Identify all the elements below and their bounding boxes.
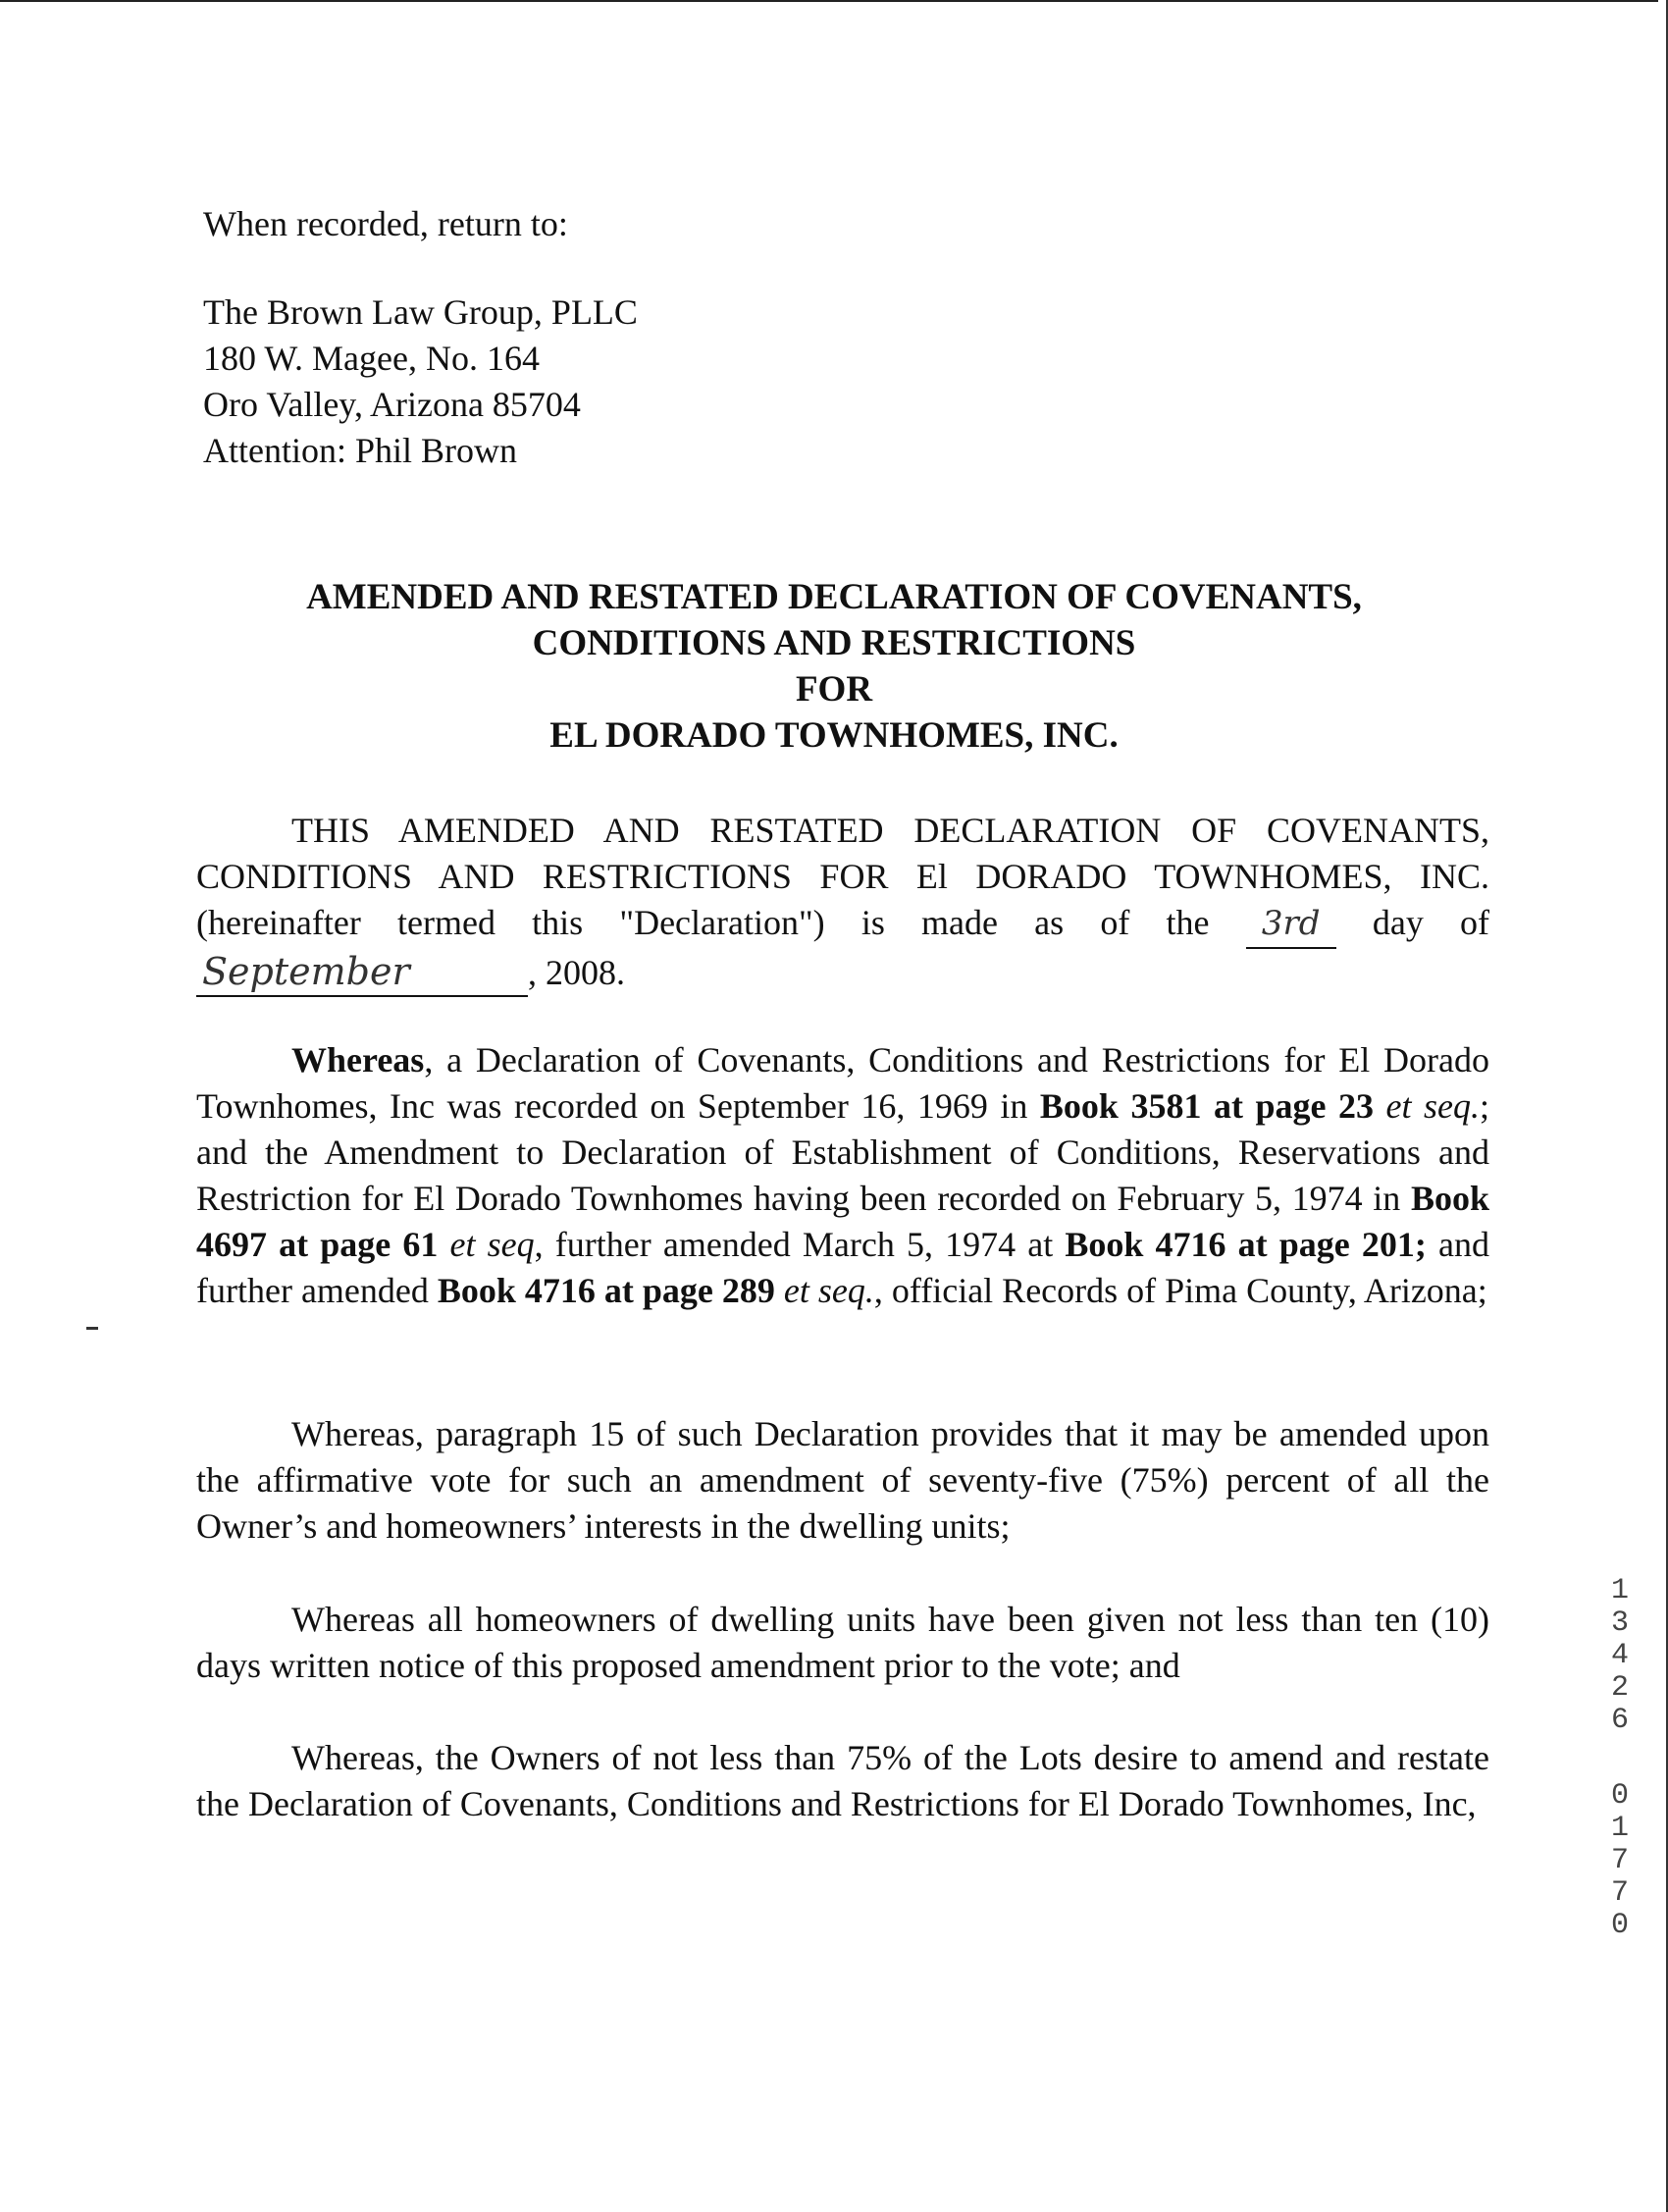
intro-paragraph <box>196 808 1489 997</box>
stamp-digit: 1 <box>1610 1812 1629 1845</box>
paragraph-text: , further amended March 5, 1974 at <box>534 1225 1066 1264</box>
book-reference: Book 4697 at page 61 <box>196 1179 1489 1264</box>
et-seq: et seq. <box>1385 1086 1480 1126</box>
return-label: When recorded, return to: <box>203 204 568 243</box>
margin-mark <box>86 1327 98 1330</box>
intro-text: THIS AMENDED AND RESTATED DECLARATION OF COVENANTS, CONDITIONS AND RESTRICTIONS FOR El DORADO TOWNHOMES, INC. (hereinafter termed this "Declaration") is made as of the <box>196 811 1489 942</box>
et-seq: et seq <box>449 1225 535 1264</box>
paragraph-text: , a Declaration of Covenants, Conditions and Restrictions for El Dorado Townhomes, Inc was recorded on September 16, 1969 in <box>196 1040 1489 1126</box>
whereas-word: Whereas <box>291 1040 425 1080</box>
title-line: AMENDED AND RESTATED DECLARATION OF COVENANTS, <box>306 577 1362 617</box>
address-line: Oro Valley, Arizona 85704 <box>203 385 581 424</box>
intro-text: , 2008. <box>528 953 625 992</box>
stamp-digit: 7 <box>1610 1876 1629 1910</box>
whereas-paragraph-1 <box>196 1037 1489 1314</box>
book-reference: Book 3581 at page 23 <box>1039 1086 1374 1126</box>
recording-number-stamp <box>1605 1575 1635 1942</box>
stamp-digit: 7 <box>1610 1844 1629 1877</box>
address-line: The Brown Law Group, PLLC <box>203 292 638 332</box>
whereas-paragraph-4 <box>196 1735 1489 1827</box>
whereas-paragraph-3 <box>196 1597 1489 1689</box>
address-line: 180 W. Magee, No. 164 <box>203 339 540 378</box>
stamp-digit: 1 <box>1610 1574 1629 1607</box>
stamp-digit: 0 <box>1610 1909 1629 1942</box>
stamp-digit: 0 <box>1610 1779 1629 1813</box>
whereas-paragraph-2 <box>196 1411 1489 1550</box>
stamp-gap <box>1605 1737 1635 1780</box>
paragraph-text: Whereas, paragraph 15 of such Declaration provides that it may be amended upon the affirmative vote for such an amendment of seventy-five (75%) percent of all the Owner’s and homeowners’ interests in the dwelling units; <box>196 1414 1489 1546</box>
paragraph-text: Whereas all homeowners of dwelling units have been given not less than ten (10) days written notice of this proposed amendment prior to the vote; and <box>196 1600 1489 1685</box>
book-reference: Book 4716 at page 289 <box>437 1271 775 1310</box>
paragraph-text: and further amended <box>196 1225 1490 1310</box>
title-line: FOR <box>795 669 873 710</box>
handwritten-month: September <box>196 949 528 997</box>
return-address-block <box>203 201 638 474</box>
paragraph-text: ; and the Amendment to Declaration of Establishment of Conditions, Reservations and Restriction for El Dorado Townhomes having been recorded on February 5, 1974 in <box>196 1086 1489 1218</box>
stamp-digit: 2 <box>1610 1671 1629 1705</box>
stamp-digit: 4 <box>1610 1639 1629 1672</box>
document-title <box>0 574 1668 759</box>
stamp-digit: 6 <box>1610 1704 1629 1737</box>
paragraph-text: , official Records of Pima County, Arizona; <box>873 1271 1487 1310</box>
stamp-digit: 3 <box>1610 1606 1629 1640</box>
paragraph-text: Whereas, the Owners of not less than 75% of the Lots desire to amend and restate the Declaration of Covenants, Conditions and Restrictions for El Dorado Townhomes, Inc, <box>196 1738 1489 1823</box>
intro-text: day of <box>1335 903 1489 942</box>
title-line: EL DORADO TOWNHOMES, INC. <box>549 715 1119 756</box>
address-line: Attention: Phil Brown <box>203 431 518 470</box>
book-reference: Book 4716 at page 201; <box>1065 1225 1427 1264</box>
scan-top-edge <box>0 0 1658 2</box>
handwritten-day: 3rd <box>1246 901 1336 949</box>
title-line: CONDITIONS AND RESTRICTIONS <box>532 623 1136 663</box>
et-seq: et seq. <box>783 1271 874 1310</box>
